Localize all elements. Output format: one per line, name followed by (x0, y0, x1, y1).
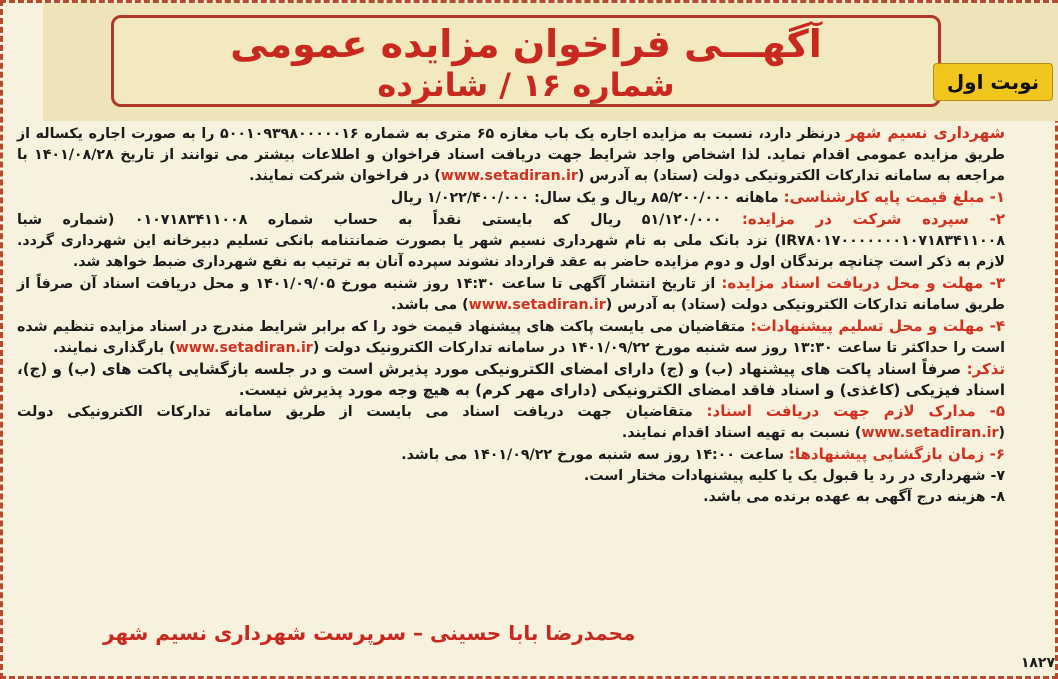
item-heading: ۲- سپرده شرکت در مزایده: (741, 210, 1005, 228)
item-heading: ۶- زمان بازگشایی پیشنهادها: (788, 445, 1005, 463)
item-3 (17, 273, 1005, 316)
item-8 (17, 487, 1005, 508)
item-text: ۸- هزینه درج آگهی به عهده برنده می باشد. (703, 489, 1005, 505)
item-heading: ۳- مهلت و محل دریافت اسناد مزایده: (721, 274, 1005, 292)
intro-paragraph (17, 123, 1005, 187)
intro-text: درنظر دارد، نسبت به مزایده اجاره یک باب مغازه ۶۵ متری به شماره ۵۰۰۱۰۹۳۹۸۰۰۰۰۰۱۶ را به صورت اجاره یکساله از طریق مزایده عمومی اقدام نماید. لذا اشخاص واجد شرایط جهت دریافت اسناد فراخوان و اطلاعات بیشتر می توانند از تاریخ ۱۴۰۱/۰۸/۲۸ با مراجعه به سامانه تدارکات الکترونیکی دولت (ستاد) به آدرس ( (17, 126, 1005, 184)
item-5 (17, 401, 1005, 444)
item-heading: ۱- مبلغ قیمت پایه کارشناسی: (783, 188, 1005, 206)
item-text: متقاضیان می بایست پاکت های پیشنهاد قیمت خود را که برابر شرایط مندرج در اسناد مزایده تنظیم شده است را حداکثر تا ساعت ۱۳:۳۰ روز سه شنبه مورخ ۱۴۰۱/۰۹/۲۲ در سامانه تدارکات الکترونیک دولت ( (17, 319, 1005, 356)
announcement-title: آگهـــی فراخوان مزایده عمومی (230, 22, 822, 66)
item-heading: ۴- مهلت و محل تسلیم پیشنهادات: (750, 317, 1005, 335)
edition-badge: نوبت اول (933, 63, 1053, 101)
intro-text-end: ) در فراخوان شرکت نمایند. (249, 168, 441, 184)
note-text: صرفاً اسناد پاکت های پیشنهاد (ب) و (ج) دارای امضای الکترونیکی مورد پذیرش است و در جلسه بازگشایی پاکت های (ب) و (ج)، اسناد فیزیکی (کاغذی) و اسناد فاقد امضای الکترونیکی (دارای مهر کرم) به هیچ وجه مورد پذیرش نیست. (17, 360, 1005, 399)
item-heading: ۵- مدارک لازم جهت دریافت اسناد: (706, 402, 1005, 420)
item-4 (17, 316, 1005, 359)
signature: محمدرضا بابا حسینی – سرپرست شهرداری نسیم شهر (103, 621, 636, 645)
item-text-end: ) بارگذاری نمایند. (53, 340, 176, 356)
item-url: www.setadiran.ir (861, 425, 999, 441)
item-1 (17, 187, 1005, 209)
title-box (111, 15, 941, 107)
item-2 (17, 209, 1005, 273)
item-url: www.setadiran.ir (175, 340, 313, 356)
item-text: ۵۱/۱۲۰/۰۰۰ ریال که بایستی نقداً به حساب شماره ۰۱۰۷۱۸۳۴۱۱۰۰۸ (شماره شبا IR۷۸۰۱۷۰۰۰۰۰۰۰۱۰۷۱۸۳۴۱۱۰۰۸) نزد بانک ملی به نام شهرداری نسیم شهر یا بصورت ضمانتنامه بانکی تسلیم دبیرخانه این شهرداری گردد. لازم به ذکر است چنانچه برندگان اول و دوم مزایده حاضر به عقد قرارداد نشوند سپرده آنان به ترتیب به نفع شهرداری ضبط خواهد شد. (17, 212, 1005, 270)
item-text: ساعت ۱۴:۰۰ روز سه شنبه مورخ ۱۴۰۱/۰۹/۲۲ می باشد. (401, 447, 789, 463)
item-text: از تاریخ انتشار آگهی تا ساعت ۱۴:۳۰ روز شنبه مورخ ۱۴۰۱/۰۹/۰۵ و محل دریافت اسناد آن صرفاً از طریق سامانه تدارکات الکترونیکی دولت (ستاد) به آدرس ( (17, 276, 1005, 313)
ad-code: ۱۸۲۷ (1020, 655, 1055, 671)
announcement-number: شماره ۱۶ / شانزده (377, 66, 675, 104)
announcement-body (17, 123, 1005, 508)
item-text-end: ) می باشد. (390, 297, 469, 313)
note-heading: تذکر: (966, 360, 1005, 378)
item-text: متقاضیان جهت دریافت اسناد می بایست از طریق سامانه تدارکات الکترونیکی دولت ( (17, 404, 1005, 441)
item-text: ۷- شهرداری در رد یا قبول یک یا کلیه پیشنهادات مختار است. (583, 468, 1005, 484)
item-text-end: ) نسبت به تهیه اسناد اقدام نمایند. (621, 425, 862, 441)
org-name: شهرداری نسیم شهر (846, 124, 1006, 142)
item-text: ماهانه ۸۵/۲۰۰/۰۰۰ ریال و یک سال: ۱/۰۲۲/۴۰۰/۰۰۰ ریال (390, 190, 784, 206)
item-7 (17, 466, 1005, 487)
item-6 (17, 444, 1005, 466)
item-url: www.setadiran.ir (468, 297, 606, 313)
intro-url: www.setadiran.ir (440, 168, 578, 184)
note-paragraph (17, 359, 1005, 401)
